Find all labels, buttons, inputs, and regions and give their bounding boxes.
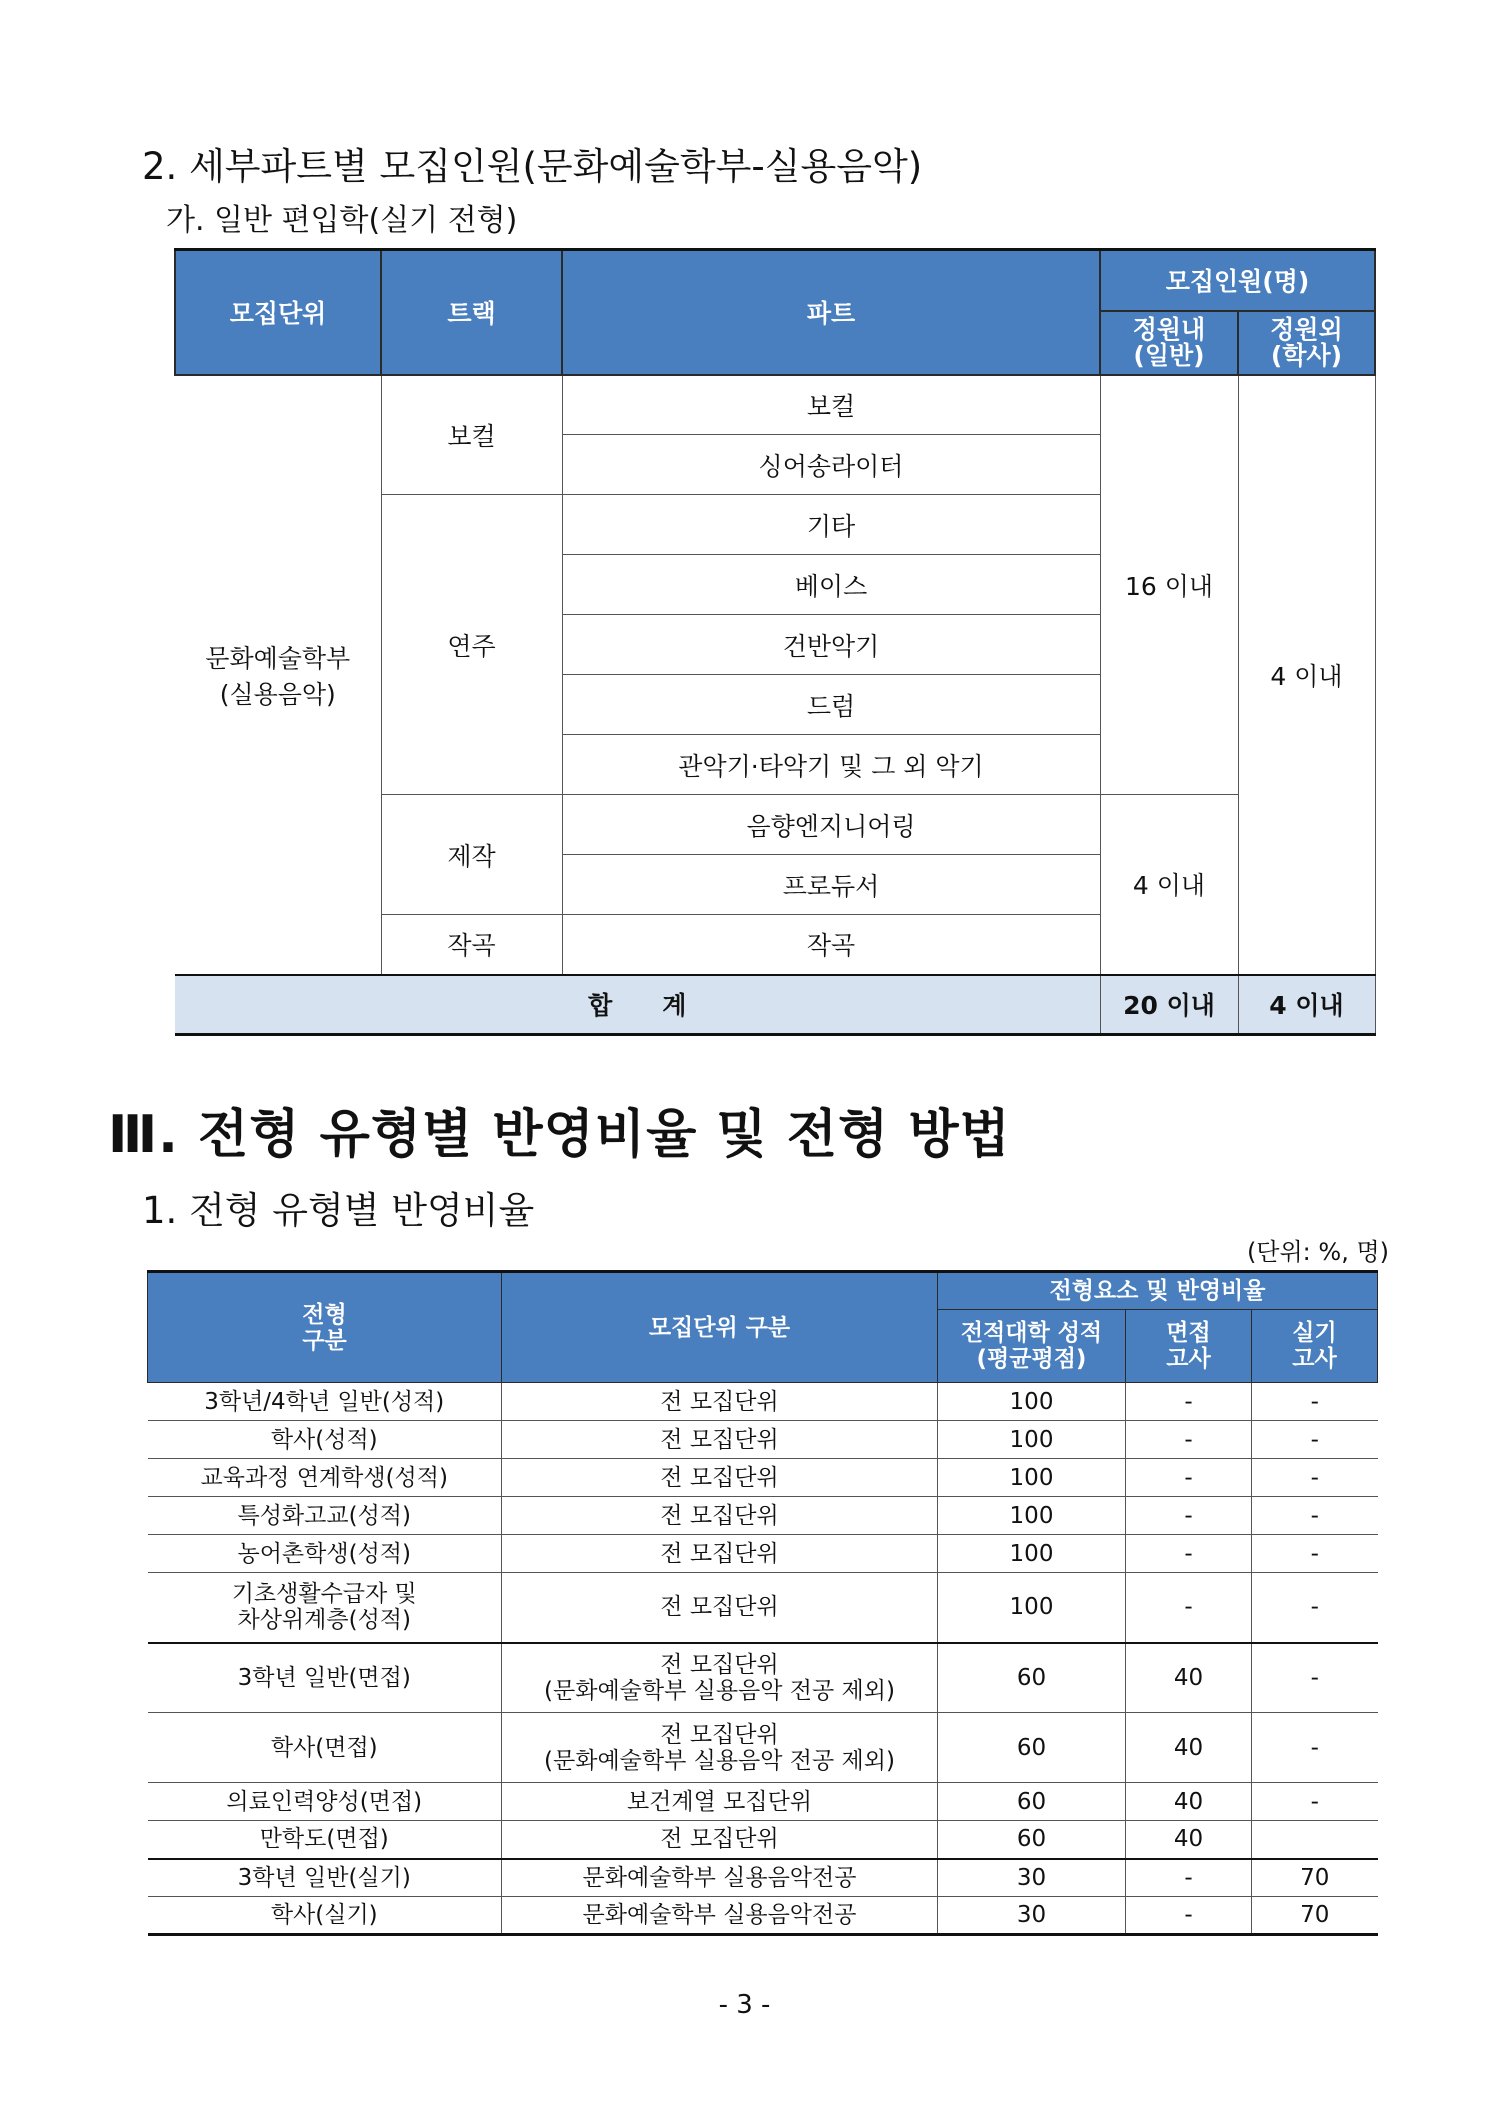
header-quota: 모집인원(명) bbox=[1100, 250, 1375, 311]
section-title-ratio: 1. 전형 유형별 반영비율 bbox=[142, 1189, 535, 1232]
row-interview: - bbox=[1126, 1897, 1252, 1935]
row-practical: - bbox=[1252, 1383, 1378, 1421]
header-type-line1: 전형 bbox=[302, 1301, 347, 1328]
row-type: 교육과정 연계학생(성적) bbox=[148, 1459, 502, 1497]
quota-table bbox=[174, 248, 1376, 1036]
row-type: 의료인력양성(면접) bbox=[148, 1783, 502, 1821]
header-type bbox=[148, 1272, 502, 1383]
header-interview-label: 면접 bbox=[1166, 1320, 1211, 1346]
row-grade: 100 bbox=[938, 1497, 1126, 1535]
row-unit bbox=[502, 1713, 938, 1783]
header-unit-type: 모집단위 구분 bbox=[502, 1272, 938, 1383]
row-practical: - bbox=[1252, 1573, 1378, 1643]
row-type bbox=[148, 1573, 502, 1643]
header-part: 파트 bbox=[562, 250, 1100, 375]
row-unit-line2: (문화예술학부 실용음악 전공 제외) bbox=[544, 1747, 895, 1774]
row-unit: 전 모집단위 bbox=[502, 1497, 938, 1535]
part-vocal: 보컬 bbox=[562, 375, 1100, 435]
row-type-line1: 기초생활수급자 및 bbox=[231, 1581, 417, 1608]
row-grade: 100 bbox=[938, 1535, 1126, 1573]
row-interview: - bbox=[1126, 1535, 1252, 1573]
row-interview: 40 bbox=[1126, 1643, 1252, 1713]
row-type: 3학년 일반(실기) bbox=[148, 1859, 502, 1897]
row-unit-line1: 전 모집단위 bbox=[660, 1651, 779, 1678]
row-unit: 문화예술학부 실용음악전공 bbox=[502, 1897, 938, 1935]
header-outside bbox=[1238, 311, 1375, 375]
row-type: 3학년/4학년 일반(성적) bbox=[148, 1383, 502, 1421]
row-practical: 70 bbox=[1252, 1859, 1378, 1897]
part-drum: 드럼 bbox=[562, 675, 1100, 735]
row-practical: - bbox=[1252, 1643, 1378, 1713]
row-type-line2: 차상위계층(성적) bbox=[237, 1607, 411, 1634]
header-outside-label: 정원외 bbox=[1270, 314, 1343, 344]
chapter-title: Ⅲ. 전형 유형별 반영비율 및 전형 방법 bbox=[108, 1105, 1011, 1165]
row-practical: - bbox=[1252, 1497, 1378, 1535]
row-interview: - bbox=[1126, 1859, 1252, 1897]
quota-inside-a: 16 이내 bbox=[1100, 375, 1238, 795]
header-elements: 전형요소 및 반영비율 bbox=[938, 1272, 1378, 1310]
quota-outside: 4 이내 bbox=[1238, 375, 1375, 975]
row-grade: 60 bbox=[938, 1821, 1126, 1859]
row-unit: 전 모집단위 bbox=[502, 1459, 938, 1497]
part-compose: 작곡 bbox=[562, 915, 1100, 975]
header-grade bbox=[938, 1310, 1126, 1383]
row-grade: 100 bbox=[938, 1573, 1126, 1643]
track-perform: 연주 bbox=[381, 495, 562, 795]
row-interview: 40 bbox=[1126, 1713, 1252, 1783]
section-title: 2. 세부파트별 모집인원(문화예술학부-실용음악) bbox=[142, 145, 923, 188]
part-guitar: 기타 bbox=[562, 495, 1100, 555]
part-winds: 관악기·타악기 및 그 외 악기 bbox=[562, 735, 1100, 795]
row-unit: 전 모집단위 bbox=[502, 1821, 938, 1859]
unit-name: 문화예술학부 bbox=[205, 643, 351, 673]
row-grade: 30 bbox=[938, 1897, 1126, 1935]
row-unit: 문화예술학부 실용음악전공 bbox=[502, 1859, 938, 1897]
row-interview: - bbox=[1126, 1459, 1252, 1497]
row-practical: - bbox=[1252, 1459, 1378, 1497]
row-grade: 60 bbox=[938, 1713, 1126, 1783]
row-interview: - bbox=[1126, 1573, 1252, 1643]
quota-inside-b: 4 이내 bbox=[1100, 795, 1238, 975]
row-type: 학사(실기) bbox=[148, 1897, 502, 1935]
header-unit: 모집단위 bbox=[175, 250, 381, 375]
total-outside: 4 이내 bbox=[1238, 975, 1375, 1035]
header-interview bbox=[1126, 1310, 1252, 1383]
total-inside: 20 이내 bbox=[1100, 975, 1238, 1035]
row-practical: - bbox=[1252, 1535, 1378, 1573]
row-type: 만학도(면접) bbox=[148, 1821, 502, 1859]
row-grade: 30 bbox=[938, 1859, 1126, 1897]
row-grade: 100 bbox=[938, 1421, 1126, 1459]
header-practical-label: 실기 bbox=[1292, 1320, 1337, 1346]
part-bass: 베이스 bbox=[562, 555, 1100, 615]
header-inside-label: 정원내 bbox=[1132, 314, 1206, 344]
header-type-line2: 구분 bbox=[302, 1327, 347, 1354]
row-unit: 전 모집단위 bbox=[502, 1535, 938, 1573]
header-grade-sub: (평균평점) bbox=[976, 1346, 1087, 1372]
track-vocal: 보컬 bbox=[381, 375, 562, 495]
row-unit: 보건계열 모집단위 bbox=[502, 1783, 938, 1821]
unit-cell bbox=[175, 375, 381, 975]
row-practical: - bbox=[1252, 1713, 1378, 1783]
row-practical: - bbox=[1252, 1783, 1378, 1821]
header-inside-sub: (일반) bbox=[1133, 340, 1205, 370]
header-outside-sub: (학사) bbox=[1270, 340, 1343, 370]
part-keys: 건반악기 bbox=[562, 615, 1100, 675]
row-interview: 40 bbox=[1126, 1783, 1252, 1821]
part-producer: 프로듀서 bbox=[562, 855, 1100, 915]
header-practical bbox=[1252, 1310, 1378, 1383]
row-practical: - bbox=[1252, 1421, 1378, 1459]
header-inside bbox=[1100, 311, 1238, 375]
header-practical-sub: 고사 bbox=[1292, 1346, 1337, 1372]
row-practical: 70 bbox=[1252, 1897, 1378, 1935]
part-singer: 싱어송라이터 bbox=[562, 435, 1100, 495]
row-unit-line2: (문화예술학부 실용음악 전공 제외) bbox=[544, 1677, 895, 1704]
row-grade: 60 bbox=[938, 1643, 1126, 1713]
header-interview-sub: 고사 bbox=[1166, 1346, 1211, 1372]
row-type: 특성화고교(성적) bbox=[148, 1497, 502, 1535]
row-practical bbox=[1252, 1821, 1378, 1859]
header-grade-label: 전적대학 성적 bbox=[960, 1320, 1103, 1346]
row-type: 학사(성적) bbox=[148, 1421, 502, 1459]
ratio-table bbox=[147, 1270, 1378, 1936]
row-unit bbox=[502, 1643, 938, 1713]
row-unit: 전 모집단위 bbox=[502, 1573, 938, 1643]
row-type: 3학년 일반(면접) bbox=[148, 1643, 502, 1713]
unit-note: (단위: %, 명) bbox=[1246, 1238, 1389, 1266]
unit-sub: (실용음악) bbox=[219, 679, 336, 709]
row-interview: - bbox=[1126, 1497, 1252, 1535]
row-interview: - bbox=[1126, 1383, 1252, 1421]
row-interview: 40 bbox=[1126, 1821, 1252, 1859]
row-grade: 100 bbox=[938, 1383, 1126, 1421]
row-type: 학사(면접) bbox=[148, 1713, 502, 1783]
header-track: 트랙 bbox=[381, 250, 562, 375]
row-grade: 100 bbox=[938, 1459, 1126, 1497]
track-compose: 작곡 bbox=[381, 915, 562, 975]
row-unit: 전 모집단위 bbox=[502, 1421, 938, 1459]
row-type: 농어촌학생(성적) bbox=[148, 1535, 502, 1573]
part-sound: 음향엔지니어링 bbox=[562, 795, 1100, 855]
track-produce: 제작 bbox=[381, 795, 562, 915]
row-unit: 전 모집단위 bbox=[502, 1383, 938, 1421]
row-grade: 60 bbox=[938, 1783, 1126, 1821]
subsection-title: 가. 일반 편입학(실기 전형) bbox=[166, 203, 518, 238]
row-unit-line1: 전 모집단위 bbox=[660, 1721, 779, 1748]
total-label: 합 계 bbox=[175, 975, 1100, 1035]
row-interview: - bbox=[1126, 1421, 1252, 1459]
page-number: - 3 - bbox=[718, 1990, 771, 2020]
